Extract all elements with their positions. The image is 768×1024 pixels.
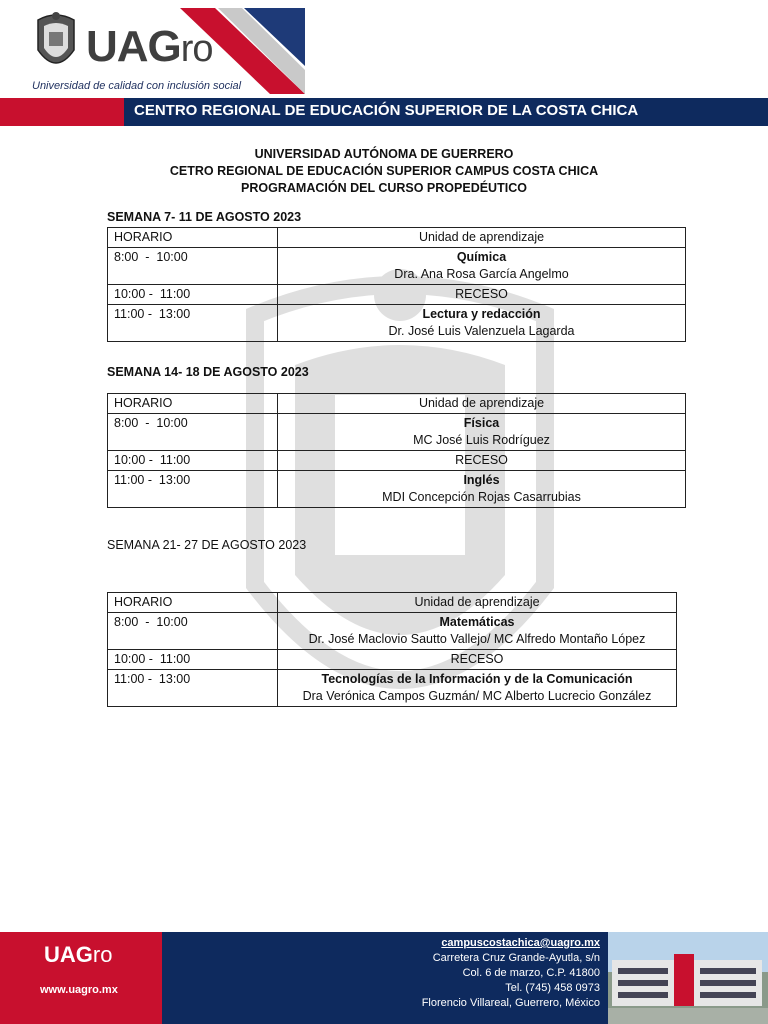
teacher-name: Dra. Ana Rosa García Angelmo (394, 267, 569, 281)
subject-name: Lectura y redacción (422, 307, 541, 321)
contact-info (422, 936, 600, 1011)
subject-name: Tecnologías de la Información y de la Comunicación (321, 672, 633, 686)
schedule-table-week-1 (107, 227, 686, 342)
column-header-horario: HORARIO (108, 228, 278, 248)
table-row (108, 471, 686, 508)
university-crest-icon (34, 10, 78, 76)
address-line-4: Florencio Villareal, Guerrero, México (421, 997, 600, 1009)
time-cell: 10:00 - 11:00 (108, 285, 278, 305)
unit-cell (278, 248, 686, 285)
week-label-3: SEMANA 21- 27 DE AGOSTO 2023 (107, 538, 307, 552)
unit-cell (278, 613, 677, 650)
address-line-1: Carretera Cruz Grande-Ayutla, s/n (432, 952, 600, 964)
header-banner (0, 98, 768, 126)
campus-photo (608, 932, 768, 1024)
teacher-name: Dr. José Luis Valenzuela Lagarda (388, 324, 575, 338)
time-cell: 11:00 - 13:00 (108, 670, 278, 707)
time-cell: 8:00 - 10:00 (108, 613, 278, 650)
heading-program: PROGRAMACIÓN DEL CURSO PROPEDÉUTICO (241, 181, 527, 195)
column-header-unidad: Unidad de aprendizaje (278, 228, 686, 248)
table-row (108, 670, 677, 707)
time-cell: 8:00 - 10:00 (108, 414, 278, 451)
website-link[interactable]: www.uagro.mx (40, 984, 118, 996)
recess-cell: RECESO (278, 650, 677, 670)
recess-cell: RECESO (278, 451, 686, 471)
teacher-name: MC José Luis Rodríguez (413, 433, 550, 447)
schedule-table-week-3 (107, 592, 677, 707)
heading-campus: CETRO REGIONAL DE EDUCACIÓN SUPERIOR CAMPUS COSTA CHICA (169, 164, 599, 178)
subject-name: Matemáticas (439, 615, 515, 629)
table-row (108, 650, 677, 670)
time-cell: 8:00 - 10:00 (108, 248, 278, 285)
banner-red-block (0, 98, 124, 126)
table-row (108, 613, 677, 650)
unit-cell (278, 471, 686, 508)
teacher-name: Dra Verónica Campos Guzmán/ MC Alberto Lucrecio González (302, 689, 652, 703)
week-label-2: SEMANA 14- 18 DE AGOSTO 2023 (107, 365, 309, 379)
subject-name: Inglés (463, 473, 500, 487)
schedule-table-week-2 (107, 393, 686, 508)
table-row (108, 451, 686, 471)
column-header-horario: HORARIO (108, 394, 278, 414)
unit-cell (278, 414, 686, 451)
campus-building-icon (608, 932, 768, 1024)
table-header-row (108, 394, 686, 414)
week-label-1: SEMANA 7- 11 DE AGOSTO 2023 (107, 210, 302, 224)
time-cell: 11:00 - 13:00 (108, 471, 278, 508)
table-header-row (108, 228, 686, 248)
email-link[interactable]: campuscostachica@uagro.mx (441, 937, 600, 949)
brand-stripes-icon (180, 8, 305, 94)
unit-cell (278, 305, 686, 342)
column-header-unidad: Unidad de aprendizaje (278, 593, 677, 613)
footer-red-block (0, 932, 162, 1024)
time-cell: 10:00 - 11:00 (108, 650, 278, 670)
column-header-unidad: Unidad de aprendizaje (278, 394, 686, 414)
subject-name: Física (463, 416, 500, 430)
address-line-2: Col. 6 de marzo, C.P. 41800 (462, 967, 600, 979)
table-row (108, 305, 686, 342)
time-cell: 10:00 - 11:00 (108, 451, 278, 471)
heading-university: UNIVERSIDAD AUTÓNOMA DE GUERRERO (254, 147, 514, 161)
phone-line: Tel. (745) 458 0973 (505, 982, 600, 994)
teacher-name: MDI Concepción Rojas Casarrubias (382, 490, 581, 504)
table-row (108, 414, 686, 451)
unit-cell (278, 670, 677, 707)
banner-title: CENTRO REGIONAL DE EDUCACIÓN SUPERIOR DE LA COSTA CHICA (134, 102, 639, 119)
table-row (108, 248, 686, 285)
time-cell: 11:00 - 13:00 (108, 305, 278, 342)
footer-brand: UAGro (44, 942, 113, 967)
brand-tagline: Universidad de calidad con inclusión social (32, 80, 242, 92)
teacher-name: Dr. José Maclovio Sautto Vallejo/ MC Alfredo Montaño López (308, 632, 646, 646)
table-row (108, 285, 686, 305)
subject-name: Química (456, 250, 507, 264)
recess-cell: RECESO (278, 285, 686, 305)
table-header-row (108, 593, 677, 613)
brand-wordmark: UAGro (86, 22, 213, 71)
column-header-horario: HORARIO (108, 593, 278, 613)
